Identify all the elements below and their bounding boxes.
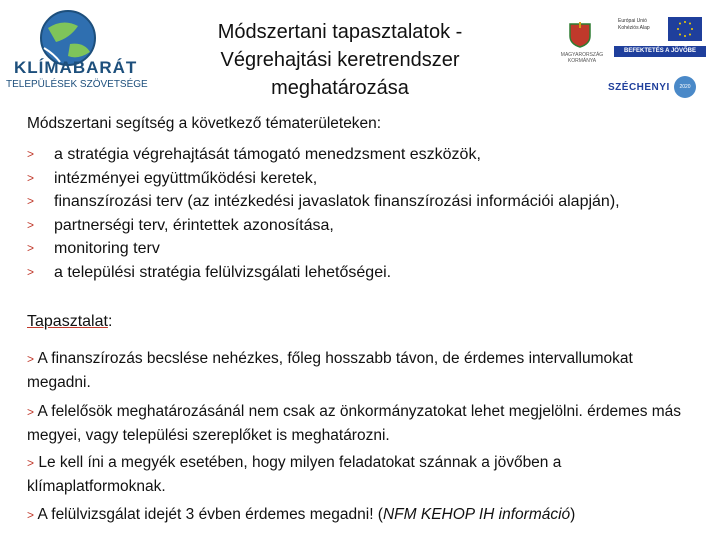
logo-text-sub: TELEPÜLÉSEK SZÖVETSÉGE	[6, 79, 148, 90]
list-item-text: finanszírozási terv (az intézkedési javaslatok finanszírozási információi alapján),	[54, 193, 620, 210]
arrow-icon: >	[27, 352, 35, 366]
slide-title: Módszertani tapasztalatok - Végrehajtási keretrendszer meghatározása	[217, 21, 463, 99]
topic-list	[27, 143, 707, 284]
list-item-text: intézményei együttműködési keretek,	[54, 169, 318, 187]
experience-source: NFM KEHOP IH információ	[382, 506, 571, 523]
arrow-icon: >	[27, 508, 35, 522]
experience-text: Le kell íni a megyék esetében, hogy milyen feladatokat szánnak a jövőben a klímaplatformoknak.	[27, 454, 562, 495]
section-subtitle: Módszertani segítség a következő tématerületeken:	[27, 115, 382, 132]
list-item	[27, 214, 707, 238]
list-item-text: monitoring terv	[54, 240, 160, 257]
arrow-icon: >	[27, 241, 35, 255]
arrow-icon: >	[27, 456, 35, 470]
arrow-icon: >	[27, 147, 35, 161]
arrow-icon: >	[27, 405, 35, 419]
experience-text: A finanszírozás becslése nehézkes, főleg hosszabb távon, de érdemes intervallumokat megadni.	[27, 350, 633, 391]
experience-text: A felülvizsgálat idejét 3 évben érdemes megadni! (	[37, 506, 383, 523]
experience-paragraph	[27, 347, 697, 394]
arrow-icon: >	[27, 217, 35, 232]
experience-text: A felelősök meghatározásánál nem csak az önkormányzatokat lehet megjelölni. érdemes más megyei, vagy települési szereplőket is meghatározni.	[27, 403, 682, 444]
list-item-text: partnerségi terv, érintettek azonosítása,	[54, 216, 334, 234]
list-item	[27, 237, 707, 261]
experience-heading-text: Tapasztalat	[27, 313, 108, 330]
szechenyi-badge: 2020	[674, 76, 696, 98]
list-item-text: a települési stratégia felülvizsgálati lehetőségei.	[54, 263, 392, 281]
hungarian-crest-icon	[566, 20, 594, 48]
logo-text-main: KLÍMABARÁT	[14, 58, 138, 77]
list-item	[27, 167, 707, 191]
experience-paragraph	[27, 451, 697, 498]
arrow-icon: >	[27, 194, 35, 208]
arrow-icon: >	[27, 264, 35, 279]
experience-paragraph	[27, 400, 697, 447]
experience-heading	[27, 313, 112, 331]
invest-banner: BEFEKTETÉS A JÖVŐBE	[614, 46, 706, 57]
eu-caption: Európai Unió Kohéziós Alap	[618, 18, 650, 31]
list-item	[27, 261, 707, 285]
crest-caption: MAGYARORSZÁG KORMÁNYA	[560, 52, 604, 64]
list-item-text: a stratégia végrehajtását támogató menedzsment eszközök,	[54, 146, 481, 163]
experience-tail: )	[570, 506, 576, 523]
list-item	[27, 143, 707, 167]
experience-heading-colon: :	[107, 313, 113, 330]
eu-flag-icon	[668, 17, 702, 41]
szechenyi-logo-text: SZÉCHENYI	[608, 82, 670, 93]
arrow-icon: >	[27, 170, 35, 185]
sponsor-logos	[560, 12, 710, 102]
experience-paragraph	[27, 503, 697, 527]
list-item	[27, 190, 707, 214]
